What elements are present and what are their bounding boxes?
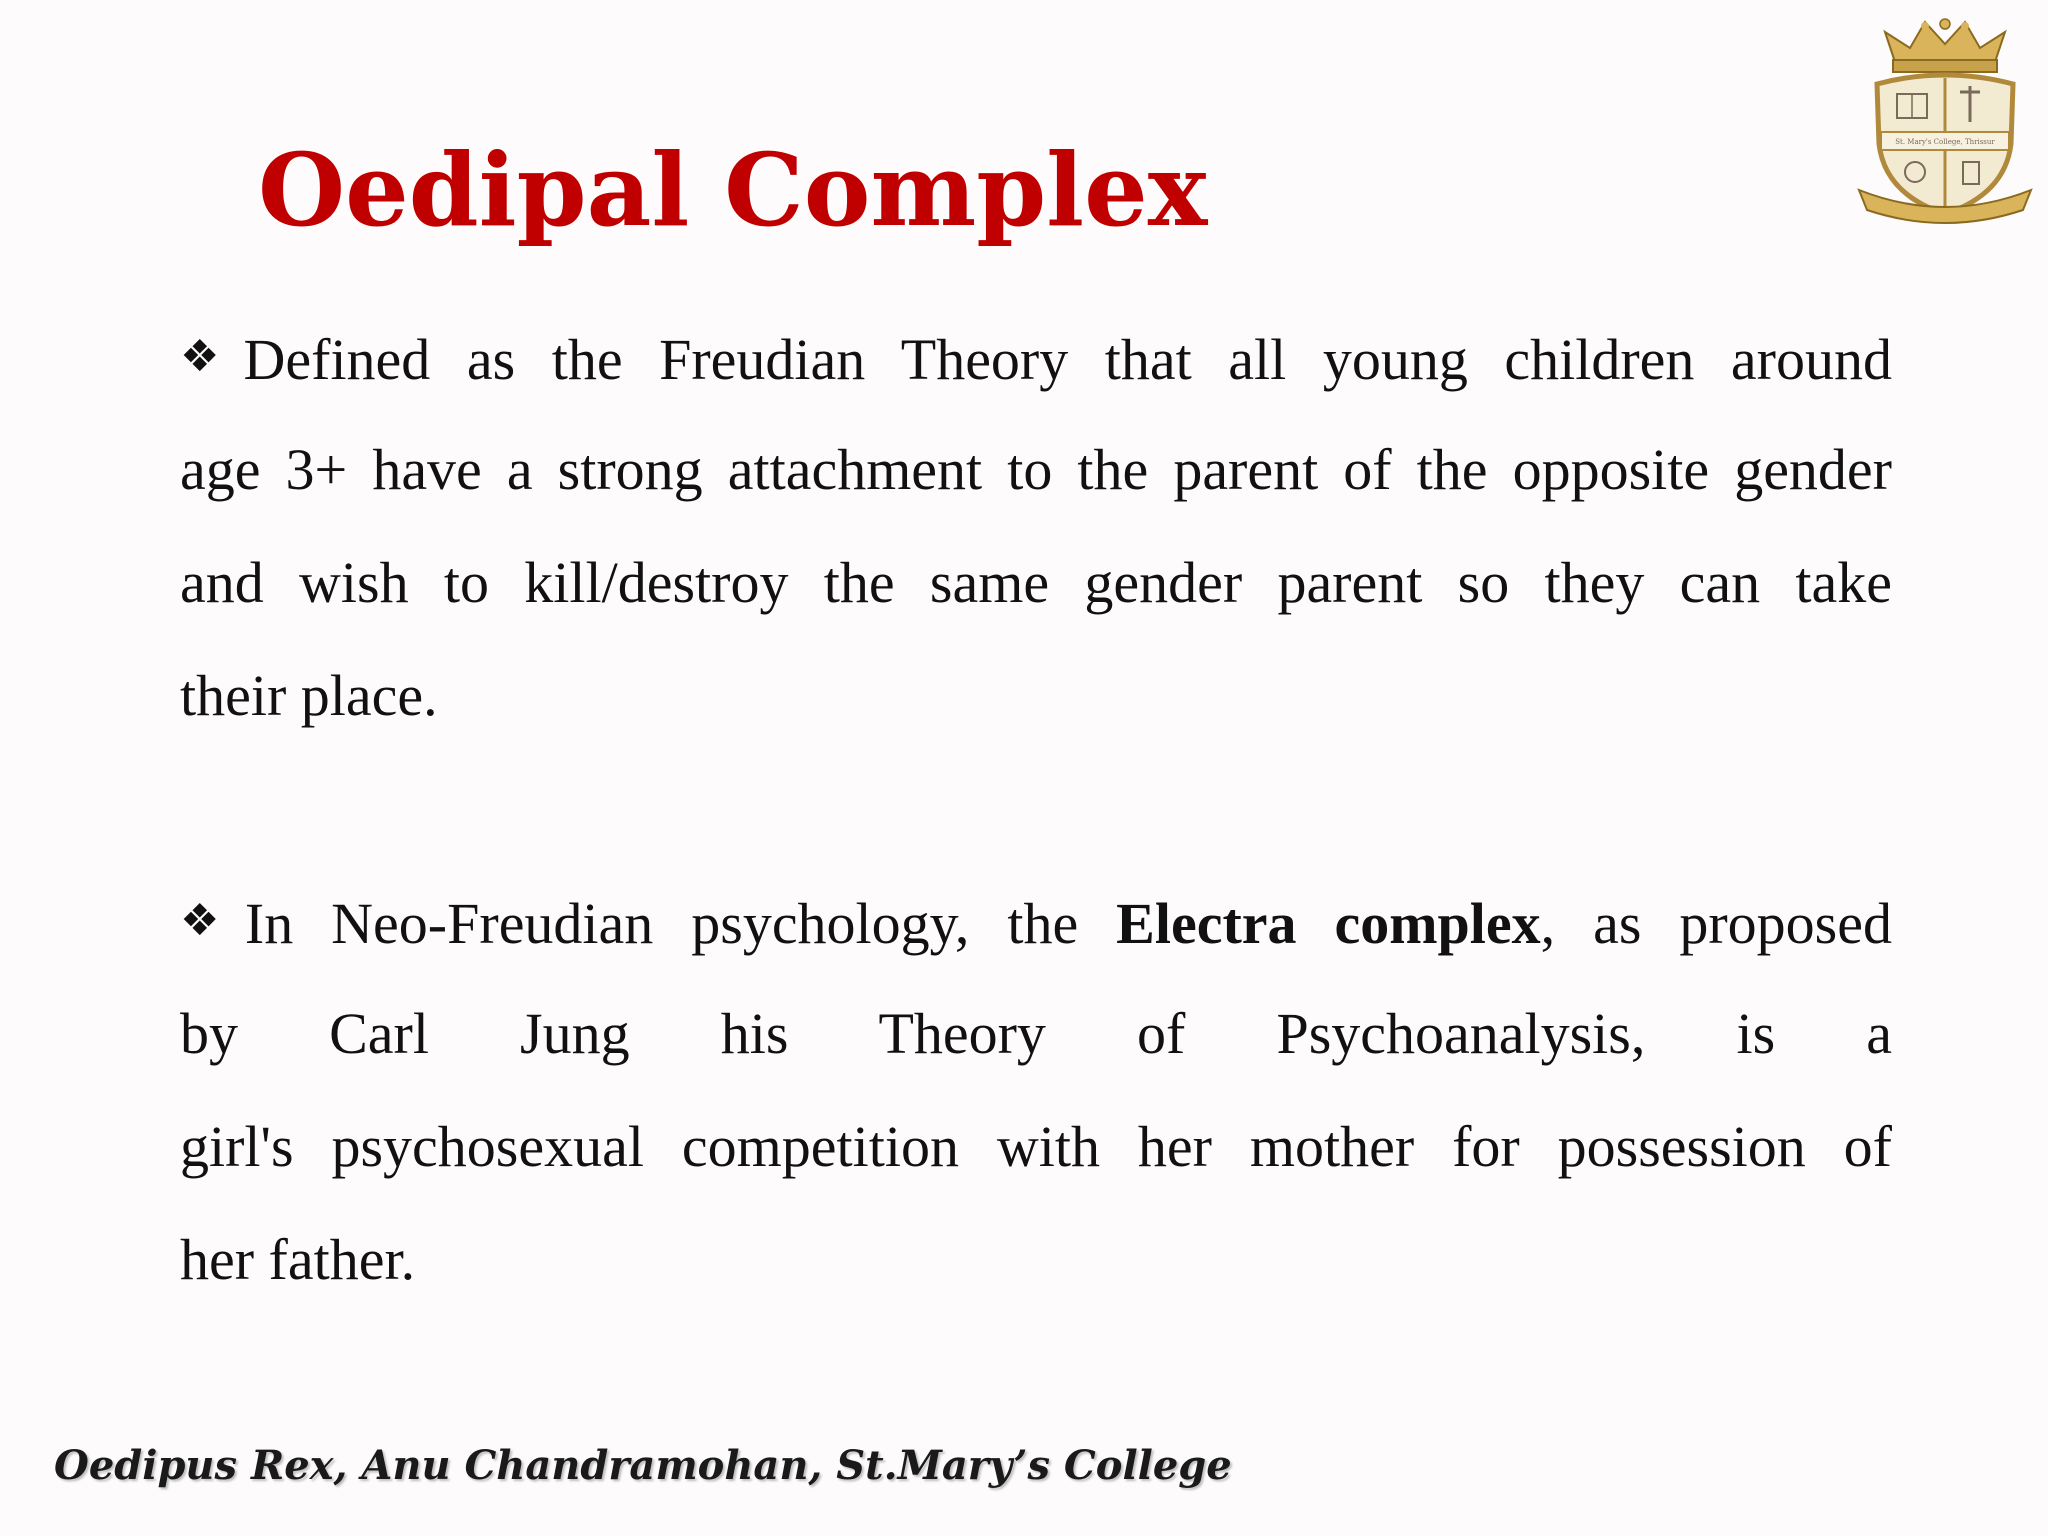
paragraph-1-line-2: age 3+ have a strong attachment to the parent of the opposite gender [180,437,1892,502]
crest-text: St. Mary's College, Thrissur [1895,138,1995,146]
college-crest-logo [1855,14,2035,224]
paragraph-2-line-1 [180,864,1892,977]
paragraph-1-line-3: and wish to kill/destroy the same gender parent so they can take [180,550,1892,615]
paragraph-1-line-4: their place. [180,663,438,728]
paragraph-1-line-1-text: Defined as the Freudian Theory that all young children around [243,327,1892,392]
slide-title: Oedipal Complex [258,131,1208,249]
paragraph-2-line-3: girl's psychosexual competition with her mother for possession of [180,1114,1892,1179]
slide-footer: Oedipus Rex, Anu Chandramohan, St.Mary’s College [54,1442,1232,1489]
diamond-bullet-icon: ❖ [180,895,243,946]
electra-complex-term: Electra complex [1116,891,1541,956]
paragraph-2-line-2: by Carl Jung his Theory of Psychoanalysis, is a [180,1001,1892,1066]
paragraph-1-line-1 [180,300,1892,413]
diamond-bullet-icon: ❖ [180,331,242,382]
paragraph-electra-complex [180,864,1892,1316]
paragraph-2-line-1-text-after: , as proposed [1540,891,1892,956]
paragraph-2-line-1-text-before: In Neo-Freudian psychology, the [244,891,1117,956]
paragraph-2-line-4: her father. [180,1227,416,1292]
paragraph-oedipal-definition [180,300,1892,752]
